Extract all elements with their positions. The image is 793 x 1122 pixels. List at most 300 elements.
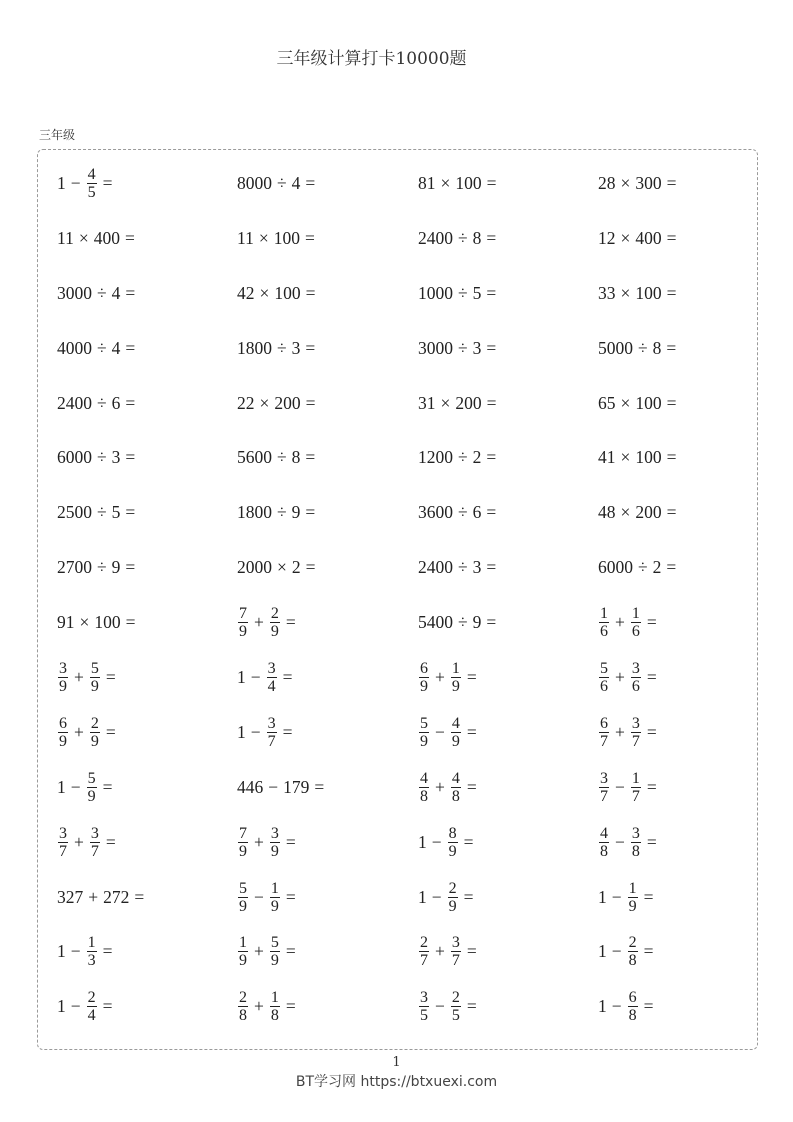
operator: = [466, 996, 477, 1017]
fraction [238, 605, 248, 640]
problem-item [57, 815, 237, 870]
fraction [451, 660, 461, 695]
fraction [451, 989, 461, 1024]
number: 100 [635, 447, 662, 468]
fraction-denominator: 6 [631, 677, 640, 695]
operator: + [435, 666, 445, 687]
fraction [631, 825, 641, 860]
fraction [90, 715, 100, 750]
number: 3 [472, 557, 482, 578]
operator: ÷ [97, 557, 107, 578]
operator: = [124, 227, 135, 248]
number: 4000 [57, 337, 92, 358]
operator: − [611, 941, 622, 962]
operator: × [620, 172, 631, 193]
problem-item [418, 979, 598, 1034]
number: 48 [598, 502, 616, 523]
number: 179 [283, 776, 310, 797]
fraction-numerator: 6 [420, 659, 428, 677]
problem-item [598, 815, 768, 870]
fraction [599, 825, 609, 860]
problem-item [237, 540, 418, 595]
fraction [58, 825, 68, 860]
fraction-numerator: 3 [59, 659, 67, 677]
fraction [448, 880, 458, 915]
fraction-numerator: 3 [90, 824, 99, 842]
number: 6 [472, 502, 482, 523]
operator: ÷ [97, 447, 107, 468]
operator: = [102, 941, 113, 962]
operator: = [486, 557, 497, 578]
fraction [270, 934, 280, 969]
operator: = [666, 392, 677, 413]
number: 3 [291, 337, 301, 358]
fraction-numerator: 6 [600, 714, 608, 732]
operator: = [125, 392, 136, 413]
fraction-numerator: 1 [239, 934, 247, 952]
operator: = [282, 666, 293, 687]
operator: × [620, 227, 631, 248]
operator: = [125, 447, 136, 468]
number: 5600 [237, 447, 272, 468]
fraction-denominator: 5 [87, 183, 96, 201]
problem-item [598, 760, 768, 815]
fraction-numerator: 2 [90, 714, 99, 732]
number: 11 [57, 227, 74, 248]
operator: − [431, 831, 442, 852]
operator: + [615, 612, 625, 633]
number: 1800 [237, 337, 272, 358]
fraction-denominator: 8 [420, 787, 428, 805]
fraction-numerator: 1 [270, 879, 279, 897]
problem-item [598, 924, 768, 979]
operator: × [440, 172, 451, 193]
fraction-numerator: 2 [628, 934, 637, 952]
operator: × [258, 227, 269, 248]
number: 8000 [237, 172, 272, 193]
fraction-denominator: 6 [600, 677, 608, 695]
operator: = [125, 282, 136, 303]
operator: = [314, 776, 325, 797]
number: 1 [598, 941, 607, 962]
number: 272 [103, 886, 130, 907]
problem-item [237, 266, 418, 321]
operator: ÷ [97, 282, 107, 303]
fraction [238, 825, 248, 860]
number: 9 [291, 502, 301, 523]
problem-item [598, 321, 768, 376]
operator: ÷ [458, 502, 468, 523]
number: 91 [57, 612, 75, 633]
number: 1 [57, 941, 66, 962]
problem-item [418, 430, 598, 485]
fraction-denominator: 9 [239, 952, 247, 970]
fraction-denominator: 9 [420, 732, 428, 750]
operator: = [282, 721, 293, 742]
problem-item [237, 760, 418, 815]
fraction [58, 715, 68, 750]
operator: − [268, 776, 279, 797]
operator: × [79, 612, 90, 633]
operator: = [134, 886, 145, 907]
fraction-denominator: 9 [87, 787, 96, 805]
operator: − [435, 721, 445, 742]
operator: = [666, 502, 677, 523]
fraction-denominator: 9 [90, 677, 99, 695]
operator: + [435, 941, 445, 962]
problem-item [598, 650, 768, 705]
number: 33 [598, 282, 616, 303]
operator: − [70, 941, 81, 962]
operator: = [463, 886, 474, 907]
problem-item [57, 924, 237, 979]
fraction [451, 715, 461, 750]
fraction [267, 715, 277, 750]
fraction-numerator: 3 [631, 824, 640, 842]
operator: ÷ [97, 337, 107, 358]
operator: + [74, 721, 84, 742]
problem-item [237, 815, 418, 870]
fraction-denominator: 9 [59, 732, 67, 750]
fraction-numerator: 4 [87, 165, 96, 183]
problem-item [57, 211, 237, 266]
number: 42 [237, 282, 255, 303]
operator: = [646, 666, 657, 687]
fraction [270, 825, 280, 860]
number: 100 [94, 612, 121, 633]
number: 327 [57, 886, 84, 907]
problem-item [598, 485, 768, 540]
operator: ÷ [277, 502, 287, 523]
operator: = [125, 557, 136, 578]
fraction-denominator: 7 [600, 787, 608, 805]
number: 2000 [237, 557, 272, 578]
fraction [628, 934, 638, 969]
number: 1 [598, 886, 607, 907]
problem-item [598, 705, 768, 760]
fraction-denominator: 9 [239, 897, 247, 915]
number: 200 [455, 392, 482, 413]
fraction-denominator: 7 [59, 842, 67, 860]
fraction [448, 825, 458, 860]
fraction [419, 770, 429, 805]
number: 1 [598, 996, 607, 1017]
fraction-numerator: 1 [628, 879, 637, 897]
fraction [631, 715, 641, 750]
problem-item [418, 650, 598, 705]
problem-item [57, 266, 237, 321]
operator: = [486, 227, 497, 248]
fraction-numerator: 2 [448, 879, 457, 897]
number: 1 [418, 831, 427, 852]
fraction-numerator: 3 [420, 989, 428, 1007]
operator: − [615, 776, 625, 797]
operator: ÷ [638, 557, 648, 578]
operator: = [666, 172, 677, 193]
problem-item [237, 156, 418, 211]
operator: = [305, 502, 316, 523]
fraction-numerator: 3 [267, 714, 276, 732]
operator: − [611, 996, 622, 1017]
number: 3000 [57, 282, 92, 303]
number: 81 [418, 172, 436, 193]
problem-item [418, 485, 598, 540]
operator: = [305, 337, 316, 358]
fraction [267, 660, 277, 695]
number: 100 [274, 282, 301, 303]
problem-item [418, 156, 598, 211]
number: 200 [274, 392, 301, 413]
operator: × [620, 282, 631, 303]
fraction-denominator: 9 [628, 897, 637, 915]
fraction-numerator: 4 [451, 769, 460, 787]
fraction-numerator: 2 [270, 605, 279, 623]
problem-item [57, 156, 237, 211]
operator: = [105, 721, 116, 742]
number: 4 [111, 282, 121, 303]
operator: + [254, 941, 264, 962]
operator: = [466, 776, 477, 797]
fraction-denominator: 9 [270, 952, 279, 970]
fraction-denominator: 3 [87, 952, 96, 970]
fraction-denominator: 8 [451, 787, 460, 805]
number: 4 [111, 337, 121, 358]
problem-item [57, 760, 237, 815]
operator: = [643, 941, 654, 962]
problem-item [418, 870, 598, 925]
number: 5 [472, 282, 482, 303]
operator: − [615, 831, 625, 852]
fraction-numerator: 5 [600, 659, 608, 677]
number: 300 [635, 172, 662, 193]
fraction-numerator: 1 [270, 989, 279, 1007]
fraction-denominator: 5 [451, 1007, 460, 1025]
fraction [628, 880, 638, 915]
number: 1000 [418, 282, 453, 303]
problem-item [57, 595, 237, 650]
operator: = [666, 282, 677, 303]
operator: = [305, 447, 316, 468]
problem-item [237, 485, 418, 540]
operator: = [666, 557, 677, 578]
problem-item [57, 870, 237, 925]
operator: = [486, 337, 497, 358]
fraction [238, 989, 248, 1024]
number: 2700 [57, 557, 92, 578]
operator: = [102, 776, 113, 797]
operator: = [486, 502, 497, 523]
fraction-numerator: 8 [448, 824, 457, 842]
fraction [599, 770, 609, 805]
operator: = [305, 282, 316, 303]
operator: − [254, 886, 264, 907]
problem-item [57, 650, 237, 705]
problem-item [598, 266, 768, 321]
fraction-denominator: 8 [628, 1007, 637, 1025]
fraction-denominator: 6 [600, 623, 608, 641]
operator: = [304, 227, 315, 248]
operator: = [285, 886, 296, 907]
fraction-denominator: 7 [267, 732, 276, 750]
fraction [631, 660, 641, 695]
fraction-numerator: 5 [90, 659, 99, 677]
fraction-denominator: 8 [600, 842, 608, 860]
number: 1 [57, 172, 66, 193]
problem-item [57, 321, 237, 376]
number: 2 [472, 447, 482, 468]
fraction-denominator: 9 [59, 677, 67, 695]
fraction-numerator: 5 [270, 934, 279, 952]
number: 100 [273, 227, 300, 248]
fraction-denominator: 7 [451, 952, 460, 970]
number: 1 [237, 666, 246, 687]
operator: = [102, 172, 113, 193]
fraction-numerator: 1 [600, 605, 608, 623]
operator: × [620, 502, 631, 523]
fraction [628, 989, 638, 1024]
operator: + [74, 831, 84, 852]
number: 1 [418, 886, 427, 907]
operator: = [285, 941, 296, 962]
operator: − [611, 886, 622, 907]
fraction-denominator: 4 [267, 677, 276, 695]
operator: ÷ [638, 337, 648, 358]
operator: × [78, 227, 89, 248]
number: 1800 [237, 502, 272, 523]
problem-item [57, 979, 237, 1034]
operator: + [254, 612, 264, 633]
number: 1 [57, 776, 66, 797]
fraction [270, 989, 280, 1024]
operator: ÷ [458, 612, 468, 633]
number: 31 [418, 392, 436, 413]
fraction-numerator: 4 [600, 824, 608, 842]
fraction [599, 660, 609, 695]
fraction-denominator: 4 [87, 1007, 96, 1025]
fraction-denominator: 9 [451, 677, 460, 695]
operator: = [643, 996, 654, 1017]
fraction-numerator: 3 [267, 659, 276, 677]
fraction-numerator: 1 [631, 605, 640, 623]
number: 9 [111, 557, 121, 578]
operator: − [435, 996, 445, 1017]
page-title: 三年级计算打卡10000题 [276, 49, 467, 69]
fraction-denominator: 8 [631, 842, 640, 860]
operator: = [466, 941, 477, 962]
fraction [599, 715, 609, 750]
fraction [631, 770, 641, 805]
operator: + [254, 996, 264, 1017]
fraction-numerator: 5 [239, 879, 247, 897]
fraction-numerator: 2 [420, 934, 428, 952]
operator: = [666, 227, 677, 248]
number: 5000 [598, 337, 633, 358]
number: 2 [291, 557, 301, 578]
number: 3600 [418, 502, 453, 523]
operator: ÷ [97, 502, 107, 523]
problem-item [237, 430, 418, 485]
number: 8 [652, 337, 662, 358]
number: 3 [472, 337, 482, 358]
problem-item [418, 376, 598, 431]
problem-item [237, 650, 418, 705]
number: 100 [635, 392, 662, 413]
number: 2 [652, 557, 662, 578]
problem-item [598, 376, 768, 431]
number: 65 [598, 392, 616, 413]
operator: = [125, 612, 136, 633]
problem-item [237, 595, 418, 650]
number: 1 [237, 721, 246, 742]
operator: = [305, 557, 316, 578]
operator: × [440, 392, 451, 413]
number: 6 [111, 392, 121, 413]
number: 12 [598, 227, 616, 248]
fraction [270, 605, 280, 640]
problem-item [598, 595, 768, 650]
operator: − [250, 721, 261, 742]
operator: + [254, 831, 264, 852]
number: 2400 [418, 227, 453, 248]
fraction-numerator: 4 [420, 769, 428, 787]
fraction-denominator: 5 [420, 1007, 428, 1025]
problem-item [418, 815, 598, 870]
operator: × [259, 392, 270, 413]
operator: = [285, 612, 296, 633]
fraction-numerator: 3 [631, 714, 640, 732]
fraction [87, 989, 97, 1024]
operator: = [646, 776, 657, 797]
problem-item [598, 979, 768, 1034]
problem-item [57, 540, 237, 595]
operator: = [105, 831, 116, 852]
fraction-denominator: 8 [628, 952, 637, 970]
fraction [451, 934, 461, 969]
operator: + [74, 666, 84, 687]
operator: = [463, 831, 474, 852]
operator: = [466, 721, 477, 742]
number: 41 [598, 447, 616, 468]
fraction-numerator: 2 [239, 989, 247, 1007]
number: 9 [472, 612, 482, 633]
number: 4 [291, 172, 301, 193]
operator: × [620, 392, 631, 413]
operator: = [646, 831, 657, 852]
operator: = [486, 392, 497, 413]
fraction-numerator: 1 [631, 769, 640, 787]
fraction-numerator: 6 [628, 989, 637, 1007]
problem-item [237, 376, 418, 431]
problem-item [57, 705, 237, 760]
fraction-denominator: 7 [631, 787, 640, 805]
problem-item [237, 979, 418, 1034]
operator: + [615, 666, 625, 687]
operator: ÷ [277, 447, 287, 468]
operator: = [285, 996, 296, 1017]
fraction-numerator: 5 [420, 714, 428, 732]
operator: − [70, 776, 81, 797]
fraction [87, 770, 97, 805]
fraction-denominator: 9 [270, 842, 279, 860]
problem-item [57, 430, 237, 485]
problem-item [598, 211, 768, 266]
operator: ÷ [277, 172, 287, 193]
fraction-numerator: 3 [270, 824, 279, 842]
number: 2400 [418, 557, 453, 578]
number: 2400 [57, 392, 92, 413]
problem-item [418, 924, 598, 979]
fraction [599, 605, 609, 640]
